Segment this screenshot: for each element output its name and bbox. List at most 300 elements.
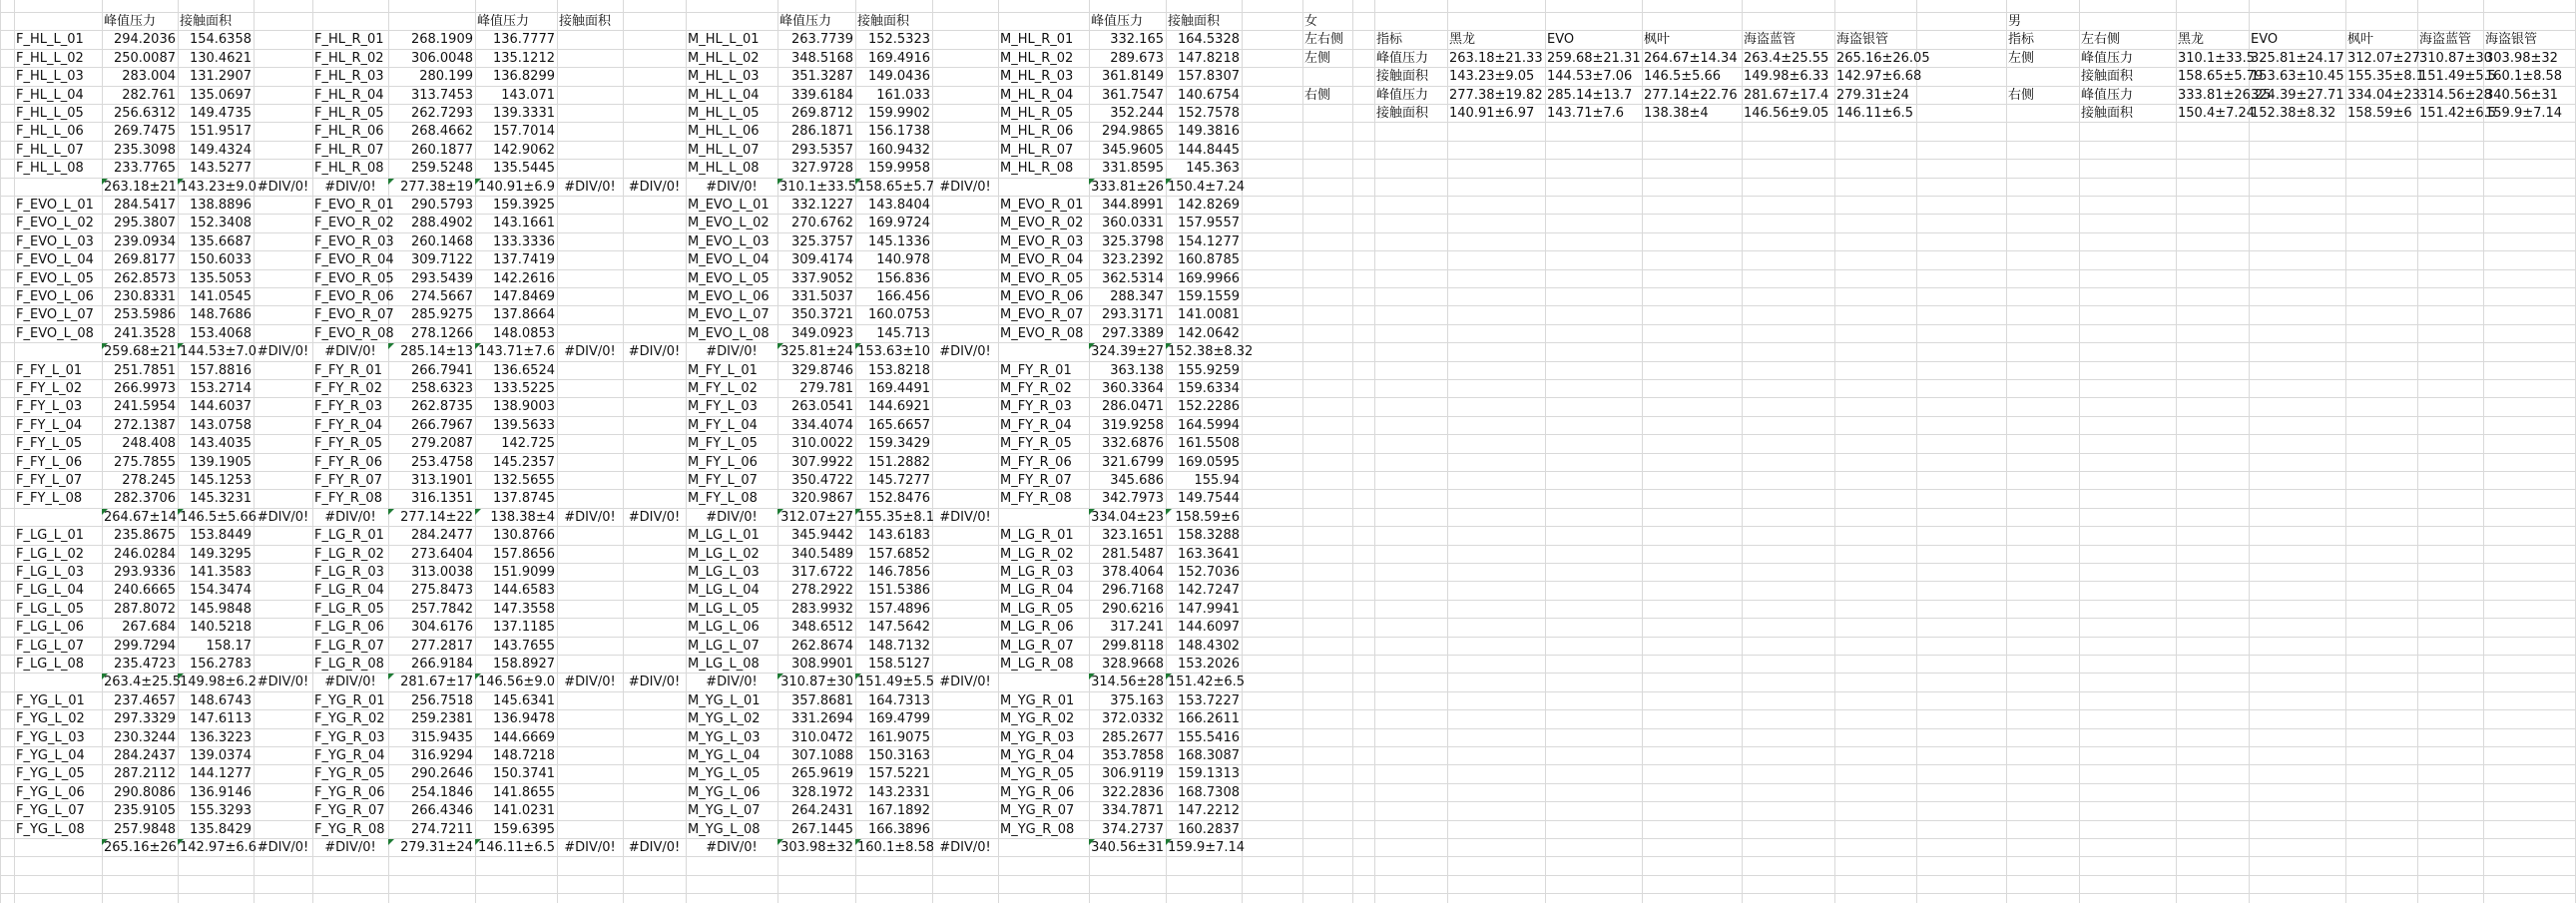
peak-value[interactable]: 266.7967 [410,418,473,433]
area-value[interactable]: 152.2286 [1177,399,1240,414]
summary-value[interactable]: 151.42±6.5 [2419,106,2497,121]
peak-value[interactable]: 345.9442 [790,528,853,543]
area-value[interactable]: 145.3231 [189,491,252,506]
sample-label[interactable]: M_FY_R_07 [1000,473,1072,488]
sample-label[interactable]: M_FY_L_03 [688,399,758,414]
div-error[interactable]: #DIV/0! [939,675,991,689]
peak-value[interactable]: 241.5954 [113,399,176,414]
summary-value[interactable]: 314.56±28 [2419,88,2492,103]
sample-label[interactable]: F_EVO_R_02 [314,216,394,230]
peak-value[interactable]: 256.7518 [410,693,473,708]
sample-label[interactable]: M_EVO_L_08 [688,326,770,341]
area-value[interactable]: 139.0374 [189,748,252,763]
peak-value[interactable]: 348.5168 [790,51,853,66]
peak-value[interactable]: 361.7547 [1101,88,1164,103]
sample-label[interactable]: M_YG_R_06 [1000,785,1075,800]
div-error[interactable]: #DIV/0! [628,840,681,855]
peak-value[interactable]: 257.7842 [410,602,473,617]
mean-sd-peak[interactable]: 263.18±21 [104,180,177,195]
peak-value[interactable]: 260.1468 [410,234,473,249]
sample-label[interactable]: M_LG_R_04 [1000,583,1074,598]
peak-value[interactable]: 258.6323 [410,381,473,396]
area-value[interactable]: 147.3558 [492,602,555,617]
area-value[interactable]: 133.5225 [492,381,555,396]
peak-value[interactable]: 310.0472 [790,730,853,745]
summary-header[interactable]: 海盗银管 [2485,32,2538,47]
sample-label[interactable]: F_HL_L_07 [16,143,84,158]
area-value[interactable]: 153.4068 [189,326,252,341]
sample-label[interactable]: F_EVO_L_04 [16,252,94,267]
mean-sd-peak[interactable]: 285.14±13 [400,344,473,359]
sample-label[interactable]: F_EVO_R_01 [314,198,394,213]
sample-label[interactable]: F_HL_L_03 [16,69,84,84]
sample-label[interactable]: M_FY_L_07 [688,473,758,488]
header-peak-pressure[interactable]: 峰值压力 [1091,14,1144,29]
area-value[interactable]: 152.7578 [1177,106,1240,121]
peak-value[interactable]: 294.2036 [113,32,176,47]
div-error[interactable]: #DIV/0! [257,344,309,359]
summary-header[interactable]: 海盗蓝管 [2419,32,2472,47]
sample-label[interactable]: M_YG_R_04 [1000,748,1075,763]
area-value[interactable]: 141.8655 [492,785,555,800]
sample-label[interactable]: F_HL_R_07 [314,143,384,158]
summary-value[interactable]: 158.59±6 [2347,106,2412,121]
area-value[interactable]: 153.2026 [1177,657,1240,672]
peak-value[interactable]: 262.8573 [113,271,176,286]
sample-label[interactable]: M_FY_L_02 [688,381,758,396]
div-error[interactable]: #DIV/0! [706,180,758,195]
peak-value[interactable]: 284.2437 [113,748,176,763]
area-value[interactable]: 142.7247 [1177,583,1240,598]
area-value[interactable]: 151.5386 [867,583,930,598]
summary-value[interactable]: 303.98±32 [2485,51,2558,66]
mean-sd-peak[interactable]: 259.68±21 [104,344,177,359]
area-value[interactable]: 166.456 [876,289,930,304]
area-value[interactable]: 151.9099 [492,565,555,580]
peak-value[interactable]: 350.3721 [790,307,853,322]
sample-label[interactable]: F_HL_R_05 [314,106,384,121]
area-value[interactable]: 144.6921 [867,399,930,414]
mean-sd-peak[interactable]: 277.14±22 [400,510,473,525]
peak-value[interactable]: 299.7294 [113,639,176,654]
sample-label[interactable]: F_FY_R_03 [314,399,382,414]
side-label-right[interactable]: 右侧 [1304,88,1331,103]
area-value[interactable]: 143.0758 [189,418,252,433]
header-peak-pressure[interactable]: 峰值压力 [779,14,832,29]
sample-label[interactable]: F_HL_R_01 [314,32,384,47]
area-value[interactable]: 160.9432 [867,143,930,158]
sample-label[interactable]: M_EVO_R_02 [1000,216,1084,230]
peak-value[interactable]: 284.5417 [113,198,176,213]
sample-label[interactable]: M_EVO_L_01 [688,198,770,213]
sample-label[interactable]: M_LG_L_04 [688,583,760,598]
area-value[interactable]: 169.4916 [867,51,930,66]
peak-value[interactable]: 306.9119 [1101,766,1164,781]
area-value[interactable]: 132.5655 [492,473,555,488]
area-value[interactable]: 141.3583 [189,565,252,580]
mean-sd-area[interactable]: 158.65±5.7 [857,180,935,195]
area-value[interactable]: 153.7227 [1177,693,1240,708]
summary-value[interactable]: 160.1±8.58 [2485,69,2563,84]
peak-value[interactable]: 334.4074 [790,418,853,433]
summary-value[interactable]: 159.9±7.14 [2485,106,2563,121]
div-error[interactable]: #DIV/0! [324,344,376,359]
summary-value[interactable]: 150.4±7.24 [2178,106,2256,121]
sample-label[interactable]: F_HL_R_02 [314,51,384,66]
summary-value[interactable]: 259.68±21.31 [1547,51,1641,66]
summary-value[interactable]: 285.14±13.7 [1547,88,1633,103]
peak-value[interactable]: 315.9435 [410,730,473,745]
area-value[interactable]: 159.1559 [1177,289,1240,304]
peak-value[interactable]: 263.7739 [790,32,853,47]
summary-value[interactable]: 146.5±5.66 [1644,69,1722,84]
sample-label[interactable]: F_LG_R_07 [314,639,384,654]
mean-sd-area[interactable]: 159.9±7.14 [1168,840,1246,855]
area-value[interactable]: 155.94 [1194,473,1240,488]
area-value[interactable]: 142.0642 [1177,326,1240,341]
area-value[interactable]: 159.3429 [867,436,930,451]
peak-value[interactable]: 294.9865 [1101,124,1164,139]
summary-value[interactable]: 146.56±9.05 [1744,106,1829,121]
area-value[interactable]: 152.8476 [867,491,930,506]
peak-value[interactable]: 296.7168 [1101,583,1164,598]
header-peak-pressure[interactable]: 峰值压力 [477,14,530,29]
summary-header[interactable]: 黑龙 [1449,32,1476,47]
area-value[interactable]: 154.6358 [189,32,252,47]
area-value[interactable]: 144.6583 [492,583,555,598]
div-error[interactable]: #DIV/0! [324,840,376,855]
sample-label[interactable]: M_HL_R_04 [1000,88,1074,103]
div-error[interactable]: #DIV/0! [939,180,991,195]
sample-label[interactable]: M_YG_L_07 [688,803,761,818]
peak-value[interactable]: 260.1877 [410,143,473,158]
area-value[interactable]: 159.9902 [867,106,930,121]
area-value[interactable]: 159.3925 [492,198,555,213]
peak-value[interactable]: 235.9105 [113,803,176,818]
summary-value[interactable]: 143.71±7.6 [1547,106,1625,121]
summary-header[interactable]: 左右侧 [2081,32,2121,47]
summary-header[interactable]: EVO [2251,32,2279,47]
area-value[interactable]: 135.1212 [492,51,555,66]
area-value[interactable]: 147.9941 [1177,602,1240,617]
peak-value[interactable]: 275.7855 [113,455,176,470]
sample-label[interactable]: F_YG_R_08 [314,822,385,837]
peak-value[interactable]: 340.5489 [790,547,853,562]
area-value[interactable]: 145.1253 [189,473,252,488]
peak-value[interactable]: 345.9605 [1101,143,1164,158]
area-value[interactable]: 148.7218 [492,748,555,763]
peak-value[interactable]: 264.2431 [790,803,853,818]
area-value[interactable]: 147.6113 [189,711,252,726]
peak-value[interactable]: 331.8595 [1101,161,1164,176]
peak-value[interactable]: 334.7871 [1101,803,1164,818]
sample-label[interactable]: F_EVO_L_07 [16,307,94,322]
mean-sd-area[interactable]: 146.56±9.0 [477,675,555,689]
sample-label[interactable]: M_LG_L_06 [688,620,760,635]
area-value[interactable]: 137.7419 [492,252,555,267]
peak-value[interactable]: 349.0923 [790,326,853,341]
area-value[interactable]: 157.6852 [867,547,930,562]
mean-sd-area[interactable]: 138.38±4 [490,510,555,525]
sample-label[interactable]: M_EVO_R_04 [1000,252,1084,267]
peak-value[interactable]: 278.2922 [790,583,853,598]
peak-value[interactable]: 313.1901 [410,473,473,488]
sample-label[interactable]: M_FY_L_06 [688,455,758,470]
sample-label[interactable]: M_YG_R_07 [1000,803,1075,818]
peak-value[interactable]: 235.3098 [113,143,176,158]
sample-label[interactable]: F_FY_L_05 [16,436,83,451]
sample-label[interactable]: F_YG_R_03 [314,730,385,745]
area-value[interactable]: 157.8307 [1177,69,1240,84]
area-value[interactable]: 148.0853 [492,326,555,341]
peak-value[interactable]: 337.9052 [790,271,853,286]
summary-value[interactable]: 155.35±8.1 [2347,69,2425,84]
mean-sd-area[interactable]: 146.11±6.5 [477,840,555,855]
area-value[interactable]: 156.2783 [189,657,252,672]
area-value[interactable]: 169.9724 [867,216,930,230]
area-value[interactable]: 161.9075 [867,730,930,745]
peak-value[interactable]: 285.9275 [410,307,473,322]
mean-sd-peak[interactable]: 333.81±26 [1091,180,1164,195]
area-value[interactable]: 145.2357 [492,455,555,470]
area-value[interactable]: 144.8445 [1177,143,1240,158]
peak-value[interactable]: 322.2836 [1101,785,1164,800]
sample-label[interactable]: M_EVO_R_05 [1000,271,1084,286]
mean-sd-peak[interactable]: 303.98±32 [780,840,853,855]
summary-value[interactable]: 310.1±33.5 [2178,51,2256,66]
peak-value[interactable]: 235.4723 [113,657,176,672]
area-value[interactable]: 143.4035 [189,436,252,451]
area-value[interactable]: 147.2212 [1177,803,1240,818]
metric-label[interactable]: 峰值压力 [2081,88,2134,103]
peak-value[interactable]: 375.163 [1110,693,1164,708]
sample-label[interactable]: M_HL_L_03 [688,69,760,84]
sample-label[interactable]: F_FY_L_07 [16,473,83,488]
peak-value[interactable]: 237.4657 [113,693,176,708]
sample-label[interactable]: F_EVO_L_02 [16,216,94,230]
mean-sd-peak[interactable]: 279.31±24 [400,840,473,855]
peak-value[interactable]: 278.245 [122,473,176,488]
peak-value[interactable]: 293.3171 [1101,307,1164,322]
sample-label[interactable]: M_LG_L_02 [688,547,760,562]
mean-sd-area[interactable]: 151.42±6.5 [1168,675,1246,689]
area-value[interactable]: 143.7655 [492,639,555,654]
peak-value[interactable]: 332.6876 [1101,436,1164,451]
area-value[interactable]: 160.8785 [1177,252,1240,267]
div-error[interactable]: #DIV/0! [939,344,991,359]
area-value[interactable]: 136.7777 [492,32,555,47]
sample-label[interactable]: M_HL_L_06 [688,124,760,139]
side-label-left[interactable]: 左侧 [2008,51,2035,66]
peak-value[interactable]: 328.1972 [790,785,853,800]
area-value[interactable]: 160.2837 [1177,822,1240,837]
sample-label[interactable]: M_LG_R_03 [1000,565,1074,580]
sample-label[interactable]: M_YG_L_04 [688,748,761,763]
area-value[interactable]: 161.033 [876,88,930,103]
area-value[interactable]: 152.7036 [1177,565,1240,580]
peak-value[interactable]: 290.6216 [1101,602,1164,617]
area-value[interactable]: 163.3641 [1177,547,1240,562]
metric-label[interactable]: 接触面积 [1376,106,1429,121]
area-value[interactable]: 157.4896 [867,602,930,617]
area-value[interactable]: 139.1905 [189,455,252,470]
area-value[interactable]: 143.1661 [492,216,555,230]
area-value[interactable]: 157.5221 [867,766,930,781]
sample-label[interactable]: F_YG_R_02 [314,711,385,726]
summary-value[interactable]: 146.11±6.5 [1836,106,1914,121]
area-value[interactable]: 166.3896 [867,822,930,837]
metric-label[interactable]: 接触面积 [2081,106,2134,121]
sample-label[interactable]: M_FY_R_01 [1000,363,1072,378]
summary-header[interactable]: 海盗银管 [1836,32,1889,47]
sample-label[interactable]: M_HL_R_08 [1000,161,1074,176]
peak-value[interactable]: 352.244 [1110,106,1164,121]
sample-label[interactable]: M_EVO_L_02 [688,216,770,230]
sample-label[interactable]: M_HL_L_08 [688,161,760,176]
peak-value[interactable]: 282.3706 [113,491,176,506]
area-value[interactable]: 140.5218 [189,620,252,635]
sample-label[interactable]: M_FY_L_01 [688,363,758,378]
sample-label[interactable]: F_LG_R_08 [314,657,384,672]
peak-value[interactable]: 297.3329 [113,711,176,726]
area-value[interactable]: 158.8927 [492,657,555,672]
mean-sd-peak[interactable]: 324.39±27 [1091,344,1164,359]
area-value[interactable]: 158.17 [206,639,252,654]
sample-label[interactable]: M_LG_R_06 [1000,620,1074,635]
sample-label[interactable]: F_FY_L_02 [16,381,83,396]
area-value[interactable]: 161.5508 [1177,436,1240,451]
area-value[interactable]: 145.9848 [189,602,252,617]
area-value[interactable]: 142.8269 [1177,198,1240,213]
area-value[interactable]: 169.0595 [1177,455,1240,470]
area-value[interactable]: 165.6657 [867,418,930,433]
area-value[interactable]: 168.3087 [1177,748,1240,763]
area-value[interactable]: 147.5642 [867,620,930,635]
peak-value[interactable]: 317.6722 [790,565,853,580]
peak-value[interactable]: 350.4722 [790,473,853,488]
area-value[interactable]: 136.8299 [492,69,555,84]
sample-label[interactable]: F_YG_R_05 [314,766,385,781]
peak-value[interactable]: 361.8149 [1101,69,1164,84]
sample-label[interactable]: M_LG_L_08 [688,657,760,672]
div-error[interactable]: #DIV/0! [564,675,616,689]
peak-value[interactable]: 246.0284 [113,547,176,562]
sample-label[interactable]: M_LG_L_01 [688,528,760,543]
mean-sd-area[interactable]: 143.23±9.0 [180,180,258,195]
peak-value[interactable]: 309.7122 [410,252,473,267]
area-value[interactable]: 154.3474 [189,583,252,598]
peak-value[interactable]: 281.5487 [1101,547,1164,562]
area-value[interactable]: 141.0231 [492,803,555,818]
sample-label[interactable]: F_FY_R_04 [314,418,382,433]
summary-header[interactable]: EVO [1547,32,1575,47]
summary-value[interactable]: 158.65±5.79 [2178,69,2264,84]
area-value[interactable]: 153.8449 [189,528,252,543]
peak-value[interactable]: 331.2694 [790,711,853,726]
sample-label[interactable]: M_HL_L_07 [688,143,760,158]
summary-value[interactable]: 138.38±4 [1644,106,1709,121]
peak-value[interactable]: 351.3287 [790,69,853,84]
sample-label[interactable]: F_LG_L_01 [16,528,85,543]
area-value[interactable]: 157.7014 [492,124,555,139]
sample-label[interactable]: F_EVO_R_06 [314,289,394,304]
area-value[interactable]: 139.3331 [492,106,555,121]
peak-value[interactable]: 378.4064 [1101,565,1164,580]
summary-header[interactable]: 黑龙 [2178,32,2205,47]
sample-label[interactable]: F_FY_L_04 [16,418,83,433]
area-value[interactable]: 156.836 [876,271,930,286]
sample-label[interactable]: F_YG_R_06 [314,785,385,800]
metric-label[interactable]: 峰值压力 [1376,88,1429,103]
peak-value[interactable]: 282.761 [122,88,176,103]
area-value[interactable]: 143.5277 [189,161,252,176]
mean-sd-peak[interactable]: 314.56±28 [1091,675,1164,689]
area-value[interactable]: 135.5445 [492,161,555,176]
sample-label[interactable]: M_HL_L_01 [688,32,760,47]
peak-value[interactable]: 272.1387 [113,418,176,433]
sample-label[interactable]: F_EVO_L_01 [16,198,94,213]
area-value[interactable]: 141.0545 [189,289,252,304]
peak-value[interactable]: 275.8473 [410,583,473,598]
sample-label[interactable]: F_EVO_L_08 [16,326,94,341]
sample-label[interactable]: F_HL_L_04 [16,88,84,103]
sample-label[interactable]: M_LG_L_03 [688,565,760,580]
sample-label[interactable]: M_EVO_R_07 [1000,307,1084,322]
sample-label[interactable]: F_FY_R_01 [314,363,382,378]
area-value[interactable]: 140.978 [876,252,930,267]
area-value[interactable]: 130.4621 [189,51,252,66]
area-value[interactable]: 131.2907 [189,69,252,84]
peak-value[interactable]: 266.9184 [410,657,473,672]
peak-value[interactable]: 278.1266 [410,326,473,341]
sample-label[interactable]: F_FY_L_01 [16,363,83,378]
peak-value[interactable]: 251.7851 [113,363,176,378]
area-value[interactable]: 164.7313 [867,693,930,708]
peak-value[interactable]: 284.2477 [410,528,473,543]
peak-value[interactable]: 283.004 [122,69,176,84]
summary-value[interactable]: 151.49±5.5 [2419,69,2497,84]
peak-value[interactable]: 240.6665 [113,583,176,598]
sample-label[interactable]: M_FY_R_02 [1000,381,1072,396]
sample-label[interactable]: M_HL_R_02 [1000,51,1074,66]
peak-value[interactable]: 307.9922 [790,455,853,470]
peak-value[interactable]: 372.0332 [1101,711,1164,726]
area-value[interactable]: 143.071 [501,88,555,103]
div-error[interactable]: #DIV/0! [628,675,681,689]
area-value[interactable]: 147.8218 [1177,51,1240,66]
area-value[interactable]: 160.0753 [867,307,930,322]
div-error[interactable]: #DIV/0! [324,180,376,195]
sample-label[interactable]: M_EVO_R_06 [1000,289,1084,304]
peak-value[interactable]: 362.5314 [1101,271,1164,286]
sample-label[interactable]: M_FY_R_08 [1000,491,1072,506]
area-value[interactable]: 149.3816 [1177,124,1240,139]
peak-value[interactable]: 329.8746 [790,363,853,378]
peak-value[interactable]: 360.0331 [1101,216,1164,230]
area-value[interactable]: 135.0697 [189,88,252,103]
sample-label[interactable]: F_YG_R_04 [314,748,385,763]
area-value[interactable]: 149.0436 [867,69,930,84]
area-value[interactable]: 135.8429 [189,822,252,837]
sample-label[interactable]: F_LG_R_02 [314,547,384,562]
sample-label[interactable]: F_FY_L_08 [16,491,83,506]
div-error[interactable]: #DIV/0! [257,675,309,689]
peak-value[interactable]: 293.9336 [113,565,176,580]
peak-value[interactable]: 321.6799 [1101,455,1164,470]
sample-label[interactable]: M_YG_R_05 [1000,766,1075,781]
area-value[interactable]: 137.8664 [492,307,555,322]
sample-label[interactable]: M_FY_R_05 [1000,436,1072,451]
